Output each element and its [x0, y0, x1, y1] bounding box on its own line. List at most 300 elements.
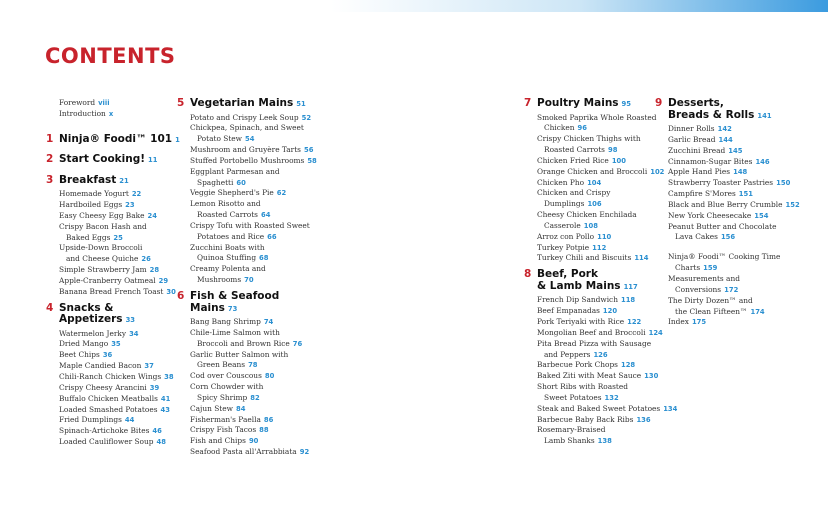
toc-entry[interactable]	[190, 382, 317, 393]
toc-entry-title: Seafood Pasta all'Arrabbiata	[190, 447, 297, 457]
toc-entry-title: Cheesy Chicken Enchilada	[537, 210, 637, 220]
toc-entry[interactable]	[190, 253, 317, 264]
chapter-page: 51	[296, 100, 306, 108]
toc-column-1	[46, 98, 180, 448]
toc-entry-title: Chili-Ranch Chicken Wings	[59, 372, 162, 381]
toc-entry-page: 172	[724, 285, 739, 294]
toc-entry[interactable]	[190, 350, 317, 361]
toc-entry-title: Campfire S'Mores	[668, 189, 736, 199]
toc-entry[interactable]	[537, 425, 677, 436]
toc-entry-page: 150	[776, 179, 791, 188]
toc-entry-title: Veggie Shepherd's Pie	[190, 188, 274, 198]
chapter-title-line-2: Mains	[190, 301, 225, 314]
toc-entry-title: Apple-Cranberry Oatmeal	[59, 275, 156, 285]
chapter-number: 1	[46, 132, 54, 145]
chapter-title-line-2: Appetizers	[59, 313, 123, 326]
toc-entry-page: 54	[245, 135, 255, 144]
chapter-number: 6	[177, 290, 185, 302]
toc-entry[interactable]	[668, 178, 800, 189]
chapter-4-entries	[59, 329, 180, 448]
chapter-title-line-2: & Lamb Mains	[537, 279, 621, 292]
toc-entry-title: Stuffed Portobello Mushrooms	[190, 155, 305, 165]
chapter-title-line-2: Breads & Rolls	[668, 108, 755, 121]
toc-entry[interactable]	[190, 404, 317, 415]
toc-entry-page: 142	[717, 125, 732, 133]
toc-entry-title: Conversions	[675, 284, 722, 294]
toc-entry-title: Foreword	[59, 98, 96, 107]
toc-entry-title: Cajun Stew	[190, 403, 233, 413]
toc-entry-page: 104	[587, 178, 602, 187]
chapter-page: 117	[623, 282, 638, 291]
toc-entry[interactable]	[668, 274, 800, 285]
toc-entry[interactable]	[537, 167, 677, 178]
toc-entry-page: 102	[650, 167, 665, 176]
toc-entry-title: Homemade Yogurt	[59, 189, 129, 199]
toc-entry-page: 156	[720, 233, 736, 242]
toc-entry[interactable]	[59, 233, 180, 244]
toc-entry-title: Chicken Pho	[537, 177, 585, 187]
toc-entry-title: Casserole	[544, 220, 581, 230]
toc-entry[interactable]	[190, 199, 317, 210]
toc-entry-title: Spicy Shrimp	[197, 392, 248, 402]
toc-entry-title: Beef Empanadas	[537, 306, 600, 316]
toc-entry-page: 52	[301, 113, 312, 122]
toc-entry[interactable]	[190, 243, 317, 254]
toc-entry-page: 38	[164, 373, 174, 381]
toc-entry[interactable]	[190, 371, 317, 382]
toc-entry[interactable]	[668, 157, 800, 168]
toc-entry-page: 118	[620, 296, 636, 305]
toc-entry[interactable]	[59, 361, 180, 372]
toc-entry-page: 88	[259, 426, 269, 435]
toc-entry-title: Ninja® Foodi™ Cooking Time	[668, 252, 781, 262]
toc-entry-title: Corn Chowder with	[190, 382, 264, 392]
toc-entry-title: Easy Cheesy Egg Bake	[59, 210, 145, 220]
chapter-page: 95	[621, 100, 632, 108]
toc-entry[interactable]	[537, 436, 677, 447]
toc-entry-title: Zucchini Boats with	[190, 242, 265, 252]
toc-entry-title: French Dip Sandwich	[537, 295, 618, 305]
toc-entry[interactable]	[668, 263, 800, 274]
chapter-title: Poultry Mains	[537, 97, 619, 109]
toc-entry[interactable]	[190, 436, 317, 447]
toc-entry-title: Arroz con Pollo	[537, 231, 595, 241]
chapter-title-line-1: Fish & Seafood	[190, 290, 280, 302]
toc-entry-page: 110	[597, 232, 612, 241]
toc-entry-title: Mushrooms	[197, 275, 242, 285]
toc-entry-page: 120	[602, 307, 618, 316]
toc-entry-title: Mongolian Beef and Broccoli	[537, 327, 646, 337]
toc-entry-title: Zucchini Bread	[668, 145, 726, 155]
toc-entry-page: 128	[620, 361, 636, 370]
toc-entry[interactable]	[190, 275, 317, 286]
toc-entry-title: Roasted Carrots	[197, 210, 258, 220]
toc-entry-page: 145	[728, 146, 743, 155]
toc-entry[interactable]	[537, 145, 677, 156]
toc-entry[interactable]	[537, 339, 677, 350]
toc-entry-page: 39	[149, 383, 160, 392]
toc-entry-title: Potato and Crispy Leek Soup	[190, 112, 299, 122]
toc-entry-page: 68	[259, 254, 269, 263]
toc-entry-title: Short Ribs with Roasted	[537, 382, 628, 392]
toc-entry[interactable]	[537, 199, 677, 210]
toc-entry-title: Simple Strawberry Jam	[59, 265, 147, 275]
toc-entry[interactable]	[537, 371, 677, 382]
toc-entry[interactable]	[668, 200, 800, 211]
toc-entry[interactable]	[668, 167, 800, 178]
toc-entry-page: 23	[125, 201, 135, 210]
toc-entry-page: 24	[147, 211, 157, 220]
toc-entry[interactable]	[668, 317, 800, 328]
chapter-2-heading[interactable]	[46, 153, 180, 167]
top-gradient-bar	[0, 0, 828, 12]
toc-entry-title: Upside-Down Broccoli	[59, 243, 143, 253]
toc-entry-page: 56	[303, 146, 314, 155]
toc-entry[interactable]	[59, 339, 180, 350]
toc-entry[interactable]	[190, 360, 317, 371]
toc-entry-page: 159	[703, 264, 718, 273]
toc-entry[interactable]	[59, 109, 180, 120]
toc-entry[interactable]	[190, 415, 317, 426]
toc-entry-page: 154	[754, 211, 769, 220]
toc-entry-page: 70	[244, 276, 254, 285]
toc-entry-page: 25	[113, 233, 123, 242]
chapter-6-heading[interactable]	[177, 290, 317, 315]
toc-entry-title: Lava Cakes	[675, 232, 718, 242]
chapter-page: 73	[227, 304, 238, 313]
toc-entry[interactable]	[190, 264, 317, 275]
toc-entry[interactable]	[537, 210, 677, 221]
toc-entry-title: Pork Teriyaki with Rice	[537, 317, 625, 326]
toc-entry[interactable]	[59, 222, 180, 233]
toc-entry[interactable]	[59, 329, 180, 340]
toc-entry[interactable]	[537, 253, 677, 264]
toc-entry-title: Sweet Potatoes	[544, 392, 602, 402]
toc-entry-page: 122	[627, 318, 642, 326]
toc-entry-page: 100	[611, 156, 627, 165]
toc-entry[interactable]	[190, 447, 317, 458]
chapter-8-heading[interactable]	[524, 268, 677, 293]
toc-entry-page: 130	[644, 372, 659, 381]
toc-entry-page: 124	[648, 328, 663, 337]
toc-entry[interactable]	[537, 317, 677, 328]
toc-entry[interactable]	[190, 145, 317, 156]
chapter-3-entries	[59, 189, 180, 297]
toc-entry-title: Chicken Fried Rice	[537, 155, 609, 165]
toc-entry-page: x	[108, 109, 114, 118]
toc-entry-title: Lamb Shanks	[544, 436, 595, 446]
toc-entry-title: Turkey Potpie	[537, 242, 590, 252]
toc-entry-page: 146	[755, 157, 770, 166]
toc-entry-title: Garlic Bread	[668, 134, 716, 144]
toc-entry[interactable]	[190, 425, 317, 436]
toc-entry[interactable]	[190, 210, 317, 221]
toc-entry-title: Loaded Smashed Potatoes	[59, 404, 158, 414]
toc-entry-page: 92	[299, 448, 310, 457]
toc-entry-title: Chile-Lime Salmon with	[190, 327, 280, 337]
toc-entry-title: Crispy Cheesy Arancini	[59, 382, 147, 392]
toc-entry[interactable]	[59, 254, 180, 265]
toc-entry-title: Introduction	[59, 108, 106, 118]
toc-entry[interactable]	[59, 415, 180, 426]
chapter-9-heading[interactable]	[655, 97, 800, 122]
toc-entry[interactable]	[537, 382, 677, 393]
toc-entry[interactable]	[59, 243, 180, 254]
toc-entry-page: 37	[144, 362, 154, 371]
toc-entry-title: Dumplings	[544, 199, 585, 209]
toc-entry[interactable]	[537, 123, 677, 134]
chapter-number: 7	[524, 97, 532, 109]
toc-entry-title: Fisherman's Paella	[190, 414, 261, 424]
toc-entry-page: 22	[131, 190, 142, 199]
toc-entry-page: 80	[264, 372, 275, 381]
toc-entry-title: Chickpea, Spinach, and Sweet	[190, 123, 304, 133]
chapter-8-entries	[537, 295, 677, 447]
toc-entry[interactable]	[668, 124, 800, 135]
toc-entry-page: 175	[691, 318, 707, 327]
toc-entry-page: 136	[636, 415, 651, 424]
toc-entry-title: Bang Bang Shrimp	[190, 317, 261, 326]
toc-entry-title: Crispy Chicken Thighs with	[537, 134, 641, 144]
toc-entry[interactable]	[537, 178, 677, 189]
toc-entry[interactable]	[537, 404, 677, 415]
toc-entry-page: 132	[604, 393, 619, 402]
chapter-title: Breakfast	[59, 173, 117, 186]
toc-entry[interactable]	[668, 211, 800, 222]
toc-entry-page: 26	[141, 255, 151, 264]
toc-entry[interactable]	[537, 360, 677, 371]
toc-entry-page: 96	[577, 124, 587, 133]
toc-entry[interactable]	[537, 350, 677, 361]
chapter-title: Ninja® Foodi™ 101	[59, 132, 173, 145]
toc-entry[interactable]	[59, 426, 180, 437]
toc-entry-page: 43	[160, 405, 170, 414]
toc-entry-title: Chicken	[544, 123, 575, 133]
chapter-6-entries	[190, 317, 317, 458]
toc-entry[interactable]	[537, 328, 677, 339]
toc-entry[interactable]	[668, 135, 800, 146]
toc-entry-page: 66	[267, 232, 277, 241]
chapter-title-line-1: Snacks &	[59, 301, 114, 314]
toc-entry-page: 174	[750, 307, 765, 316]
toc-entry[interactable]	[59, 383, 180, 394]
toc-entry-title: Spinach-Artichoke Bites	[59, 426, 150, 436]
toc-entry-page: 78	[248, 361, 258, 370]
toc-entry-title: Baked Ziti with Meat Sauce	[537, 371, 642, 381]
toc-entry[interactable]	[190, 328, 317, 339]
chapter-number: 2	[46, 153, 54, 166]
toc-entry[interactable]	[59, 189, 180, 200]
toc-entry-page: 86	[263, 415, 274, 424]
toc-entry-page: 29	[158, 276, 169, 285]
toc-entry-page: 112	[592, 243, 607, 252]
chapter-3-heading[interactable]	[46, 173, 180, 188]
chapter-number: 8	[524, 268, 532, 281]
toc-entry-title: Spaghetti	[197, 177, 234, 187]
toc-entry-title: Cinnamon-Sugar Bites	[668, 156, 753, 166]
toc-entry[interactable]	[668, 232, 800, 243]
toc-entry[interactable]	[59, 437, 180, 448]
toc-entry-title: Dried Mango	[59, 339, 109, 349]
toc-entry[interactable]	[537, 393, 677, 404]
chapter-title-line-1: Beef, Pork	[537, 268, 598, 281]
toc-entry[interactable]	[190, 188, 317, 199]
chapter-5-heading[interactable]	[177, 97, 317, 111]
toc-entry-title: Fish and Chips	[190, 436, 246, 446]
toc-entry-title: Garlic Butter Salmon with	[190, 349, 289, 359]
toc-entry-title: Apple Hand Pies	[668, 167, 731, 177]
toc-entry-title: Potatoes and Rice	[197, 231, 265, 241]
toc-entry[interactable]	[190, 178, 317, 189]
toc-entry-title: Cod over Couscous	[190, 371, 262, 381]
toc-entry-title: Smoked Paprika Whole Roasted	[537, 112, 657, 122]
chapter-5-entries	[190, 113, 317, 287]
page-title: CONTENTS	[45, 44, 176, 68]
toc-entry[interactable]	[59, 350, 180, 361]
toc-entry-title: Turkey Chili and Biscuits	[537, 253, 632, 263]
toc-entry[interactable]	[190, 221, 317, 232]
toc-entry-page: 84	[235, 404, 246, 413]
toc-entry[interactable]	[190, 167, 317, 178]
chapter-title-line-1: Desserts,	[668, 97, 724, 109]
toc-entry-title: Barbecue Pork Chops	[537, 360, 618, 370]
toc-entry-page: 46	[152, 427, 162, 436]
toc-entry-title: Broccoli and Brown Rice	[197, 338, 290, 348]
toc-entry[interactable]	[59, 372, 180, 383]
toc-entry[interactable]	[537, 295, 677, 306]
toc-entry[interactable]	[537, 306, 677, 317]
toc-entry-page: 108	[583, 221, 598, 230]
toc-entry[interactable]	[668, 296, 800, 307]
toc-entry[interactable]	[537, 188, 677, 199]
toc-entry-title: Chicken and Crispy	[537, 188, 611, 198]
chapter-7-entries	[537, 113, 677, 265]
toc-entry[interactable]	[668, 146, 800, 157]
toc-entry-page: 30	[166, 287, 176, 296]
toc-entry-title: and Peppers	[544, 349, 591, 359]
toc-entry[interactable]	[190, 317, 317, 328]
toc-entry[interactable]	[668, 222, 800, 233]
toc-entry[interactable]	[190, 113, 317, 124]
toc-entry-title: Orange Chicken and Broccoli	[537, 166, 648, 176]
toc-entry-title: Dinner Rolls	[668, 124, 715, 133]
toc-entry[interactable]	[537, 232, 677, 243]
toc-entry-title: Watermelon Jerky	[59, 328, 127, 338]
toc-entry[interactable]	[59, 394, 180, 405]
toc-entry[interactable]	[537, 113, 677, 124]
toc-entry-title: Crispy Tofu with Roasted Sweet	[190, 220, 310, 230]
toc-entry-title: Maple Candied Bacon	[59, 361, 142, 371]
toc-entry-page: 76	[292, 339, 303, 348]
chapter-number: 9	[655, 97, 663, 109]
toc-entry[interactable]	[668, 252, 800, 263]
chapter-number: 3	[46, 173, 54, 186]
toc-entry-title: the Clean Fifteen™	[675, 306, 748, 316]
toc-entry-page: 48	[156, 438, 166, 447]
toc-entry-title: Eggplant Parmesan and	[190, 166, 280, 176]
toc-entry-title: Crispy Fish Tacos	[190, 425, 257, 435]
toc-entry-title: Mushroom and Gruyère Tarts	[190, 145, 301, 155]
toc-entry[interactable]	[190, 123, 317, 134]
toc-entry-title: New York Cheesecake	[668, 210, 752, 220]
toc-entry-page: 148	[733, 168, 748, 177]
toc-entry-title: Strawberry Toaster Pastries	[668, 178, 774, 188]
toc-entry[interactable]	[537, 134, 677, 145]
toc-entry[interactable]	[668, 189, 800, 200]
chapter-page: 141	[757, 111, 772, 120]
toc-column-2	[177, 97, 317, 458]
chapter-1-heading[interactable]	[46, 132, 180, 147]
toc-entry-title: Quinoa Stuffing	[197, 253, 257, 263]
toc-entry[interactable]	[668, 307, 800, 318]
toc-entry[interactable]	[537, 221, 677, 232]
toc-entry[interactable]	[668, 285, 800, 296]
chapter-page: 1	[175, 135, 180, 144]
toc-entry-page: 58	[307, 156, 317, 165]
toc-entry-page: 64	[260, 211, 271, 220]
toc-entry[interactable]	[537, 243, 677, 254]
toc-entry[interactable]	[190, 393, 317, 404]
chapter-title: Start Cooking!	[59, 153, 146, 166]
toc-entry[interactable]	[59, 405, 180, 416]
toc-entry[interactable]	[59, 287, 180, 298]
toc-entry-title: Creamy Polenta and	[190, 264, 266, 274]
toc-entry[interactable]	[59, 265, 180, 276]
toc-entry-page: 60	[236, 178, 246, 187]
toc-column-3	[524, 97, 678, 447]
toc-entry-page: 151	[738, 190, 753, 199]
toc-entry-title: Loaded Cauliflower Soup	[59, 437, 154, 447]
toc-entry-title: Beet Chips	[59, 350, 100, 360]
toc-entry-title: The Dirty Dozen™ and	[668, 295, 753, 305]
toc-entry[interactable]	[59, 200, 180, 211]
back-matter-list	[668, 252, 800, 328]
toc-entry[interactable]	[59, 211, 180, 222]
front-matter-list	[59, 98, 180, 120]
toc-entry[interactable]	[190, 134, 317, 145]
toc-entry-page: 82	[250, 393, 260, 402]
toc-entry[interactable]	[59, 98, 180, 109]
toc-entry[interactable]	[190, 232, 317, 243]
toc-entry[interactable]	[59, 276, 180, 287]
toc-entry[interactable]	[190, 339, 317, 350]
chapter-page: 21	[119, 176, 129, 185]
toc-entry[interactable]	[190, 156, 317, 167]
toc-entry-title: Roasted Carrots	[544, 145, 605, 155]
toc-entry-page: 106	[587, 200, 602, 209]
toc-entry-title: Peanut Butter and Chocolate	[668, 221, 777, 231]
toc-entry-title: Steak and Baked Sweet Potatoes	[537, 403, 661, 413]
toc-entry-page: 134	[663, 404, 678, 413]
toc-entry-title: Potato Stew	[197, 134, 243, 144]
toc-entry-title: Banana Bread French Toast	[59, 286, 164, 296]
toc-entry-page: 62	[276, 189, 287, 198]
chapter-page: 33	[125, 316, 136, 325]
toc-entry-page: 152	[785, 200, 800, 209]
toc-entry-title: Buffalo Chicken Meatballs	[59, 393, 158, 403]
chapter-4-heading[interactable]	[46, 301, 180, 327]
toc-entry-page: 35	[111, 340, 121, 349]
chapter-number: 4	[46, 301, 54, 314]
toc-entry-page: 36	[102, 351, 113, 360]
toc-entry-page: 138	[597, 437, 612, 446]
toc-entry[interactable]	[537, 156, 677, 167]
toc-entry[interactable]	[537, 415, 677, 426]
toc-entry-title: Charts	[675, 263, 701, 273]
toc-entry-page: 90	[248, 437, 259, 446]
chapter-9-entries	[668, 124, 800, 243]
toc-entry-title: Barbecue Baby Back Ribs	[537, 414, 634, 424]
